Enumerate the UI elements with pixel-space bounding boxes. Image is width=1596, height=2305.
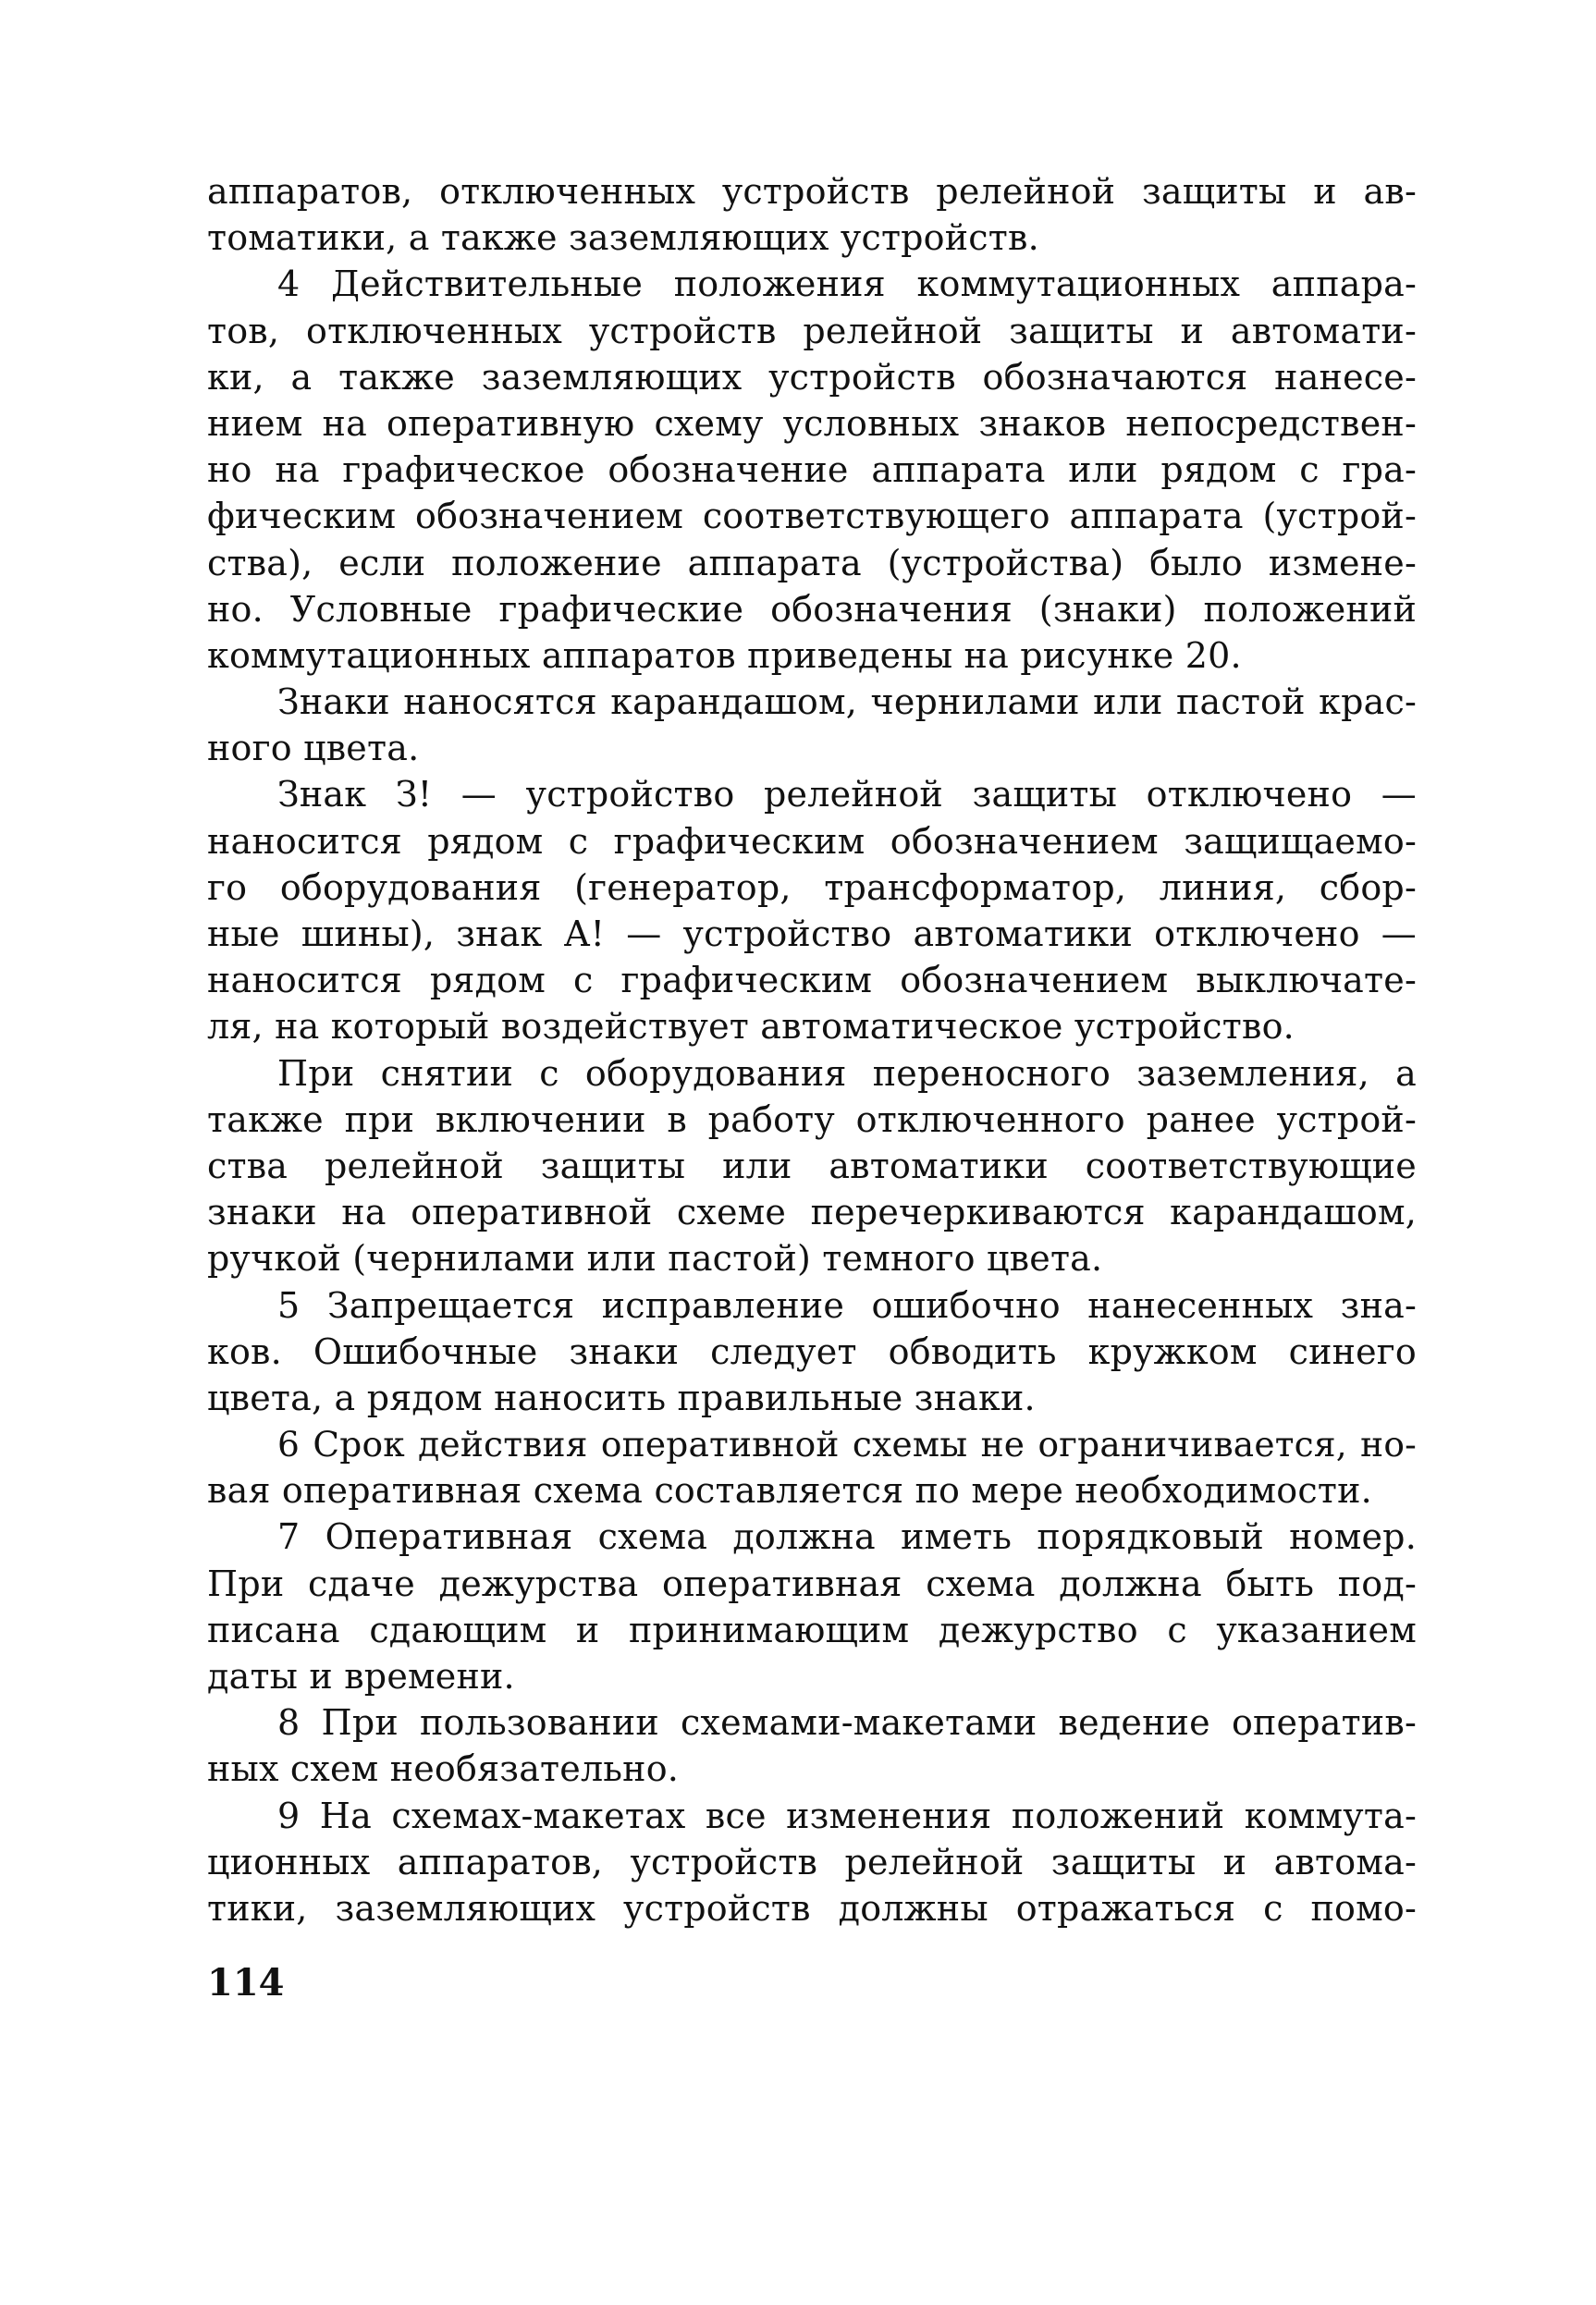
text-line: При сдаче дежурства оперативная схема должна быть под- [207,1563,1417,1604]
text-line: ручкой (чернилами или пастой) темного цвета. [207,1238,1103,1280]
text-line: писана сдающим и принимающим дежурство с указанием [207,1609,1417,1650]
text-line: нием на оперативную схему условных знаков непосредствен- [207,402,1417,444]
page-number: 114 [207,1961,285,2005]
text-line: ные шины), знак А! — устройство автоматики отключено — [207,913,1417,954]
text-line: При снятии с оборудования переносного заземления, а [277,1052,1417,1094]
text-line: 8 При пользовании схемами-макетами ведение оператив- [277,1702,1417,1744]
text-line: ков. Ошибочные знаки следует обводить кружком синего [207,1330,1417,1372]
text-line: ства), если положение аппарата (устройства) было измене- [207,542,1417,583]
text-line: даты и времени. [207,1656,515,1697]
text-line: тов, отключенных устройств релейной защиты и автомати- [207,310,1417,351]
text-line: но на графическое обозначение аппарата или рядом с гра- [207,449,1417,491]
text-line: 6 Срок действия оперативной схемы не ограничивается, но- [277,1424,1417,1465]
text-line: цвета, а рядом наносить правильные знаки. [207,1377,1036,1418]
body-text [207,168,1417,1931]
text-line: 7 Оперативная схема должна иметь порядковый номер. [277,1516,1417,1558]
text-line: но. Условные графические обозначения (знаки) положений [207,588,1417,630]
text-line: томатики, а также заземляющих устройств. [207,217,1039,259]
text-line: ного цвета. [207,728,420,769]
text-line: ных схем необязательно. [207,1748,680,1790]
text-line: ционных аппаратов, устройств релейной защиты и автома- [207,1841,1417,1882]
text-line: также при включении в работу отключенного ранее устрой- [207,1098,1417,1140]
text-line: коммутационных аппаратов приведены на рисунке 20. [207,634,1242,676]
text-line: 5 Запрещается исправление ошибочно нанесенных зна- [277,1284,1417,1326]
text-line: фическим обозначением соответствующего аппарата (устрой- [207,496,1417,537]
text-line: ства релейной защиты или автоматики соответствующие [207,1145,1417,1186]
text-line: вая оперативная схема составляется по мере необходимости. [207,1470,1372,1512]
text-line: аппаратов, отключенных устройств релейной защиты и ав- [207,171,1417,212]
text-line: тики, заземляющих устройств должны отражаться с помо- [207,1887,1417,1929]
text-line: наносится рядом с графическим обозначением выключате- [207,960,1417,1001]
text-line: 4 Действительные положения коммутационных аппара- [277,264,1417,305]
text-line: знаки на оперативной схеме перечеркиваются карандашом, [207,1192,1417,1233]
text-line: Знаки наносятся карандашом, чернилами или пастой крас- [277,681,1417,723]
text-line: ки, а также заземляющих устройств обозначаются нанесе- [207,356,1417,398]
text-line: го оборудования (генератор, трансформатор, линия, сбор- [207,866,1417,908]
text-line: 9 На схемах-макетах все изменения положений коммута- [277,1795,1417,1836]
text-line: наносится рядом с графическим обозначением защищаемо- [207,820,1417,862]
text-line: ля, на который воздействует автоматическое устройство. [207,1006,1295,1048]
text-line: Знак З! — устройство релейной защиты отключено — [277,774,1417,815]
